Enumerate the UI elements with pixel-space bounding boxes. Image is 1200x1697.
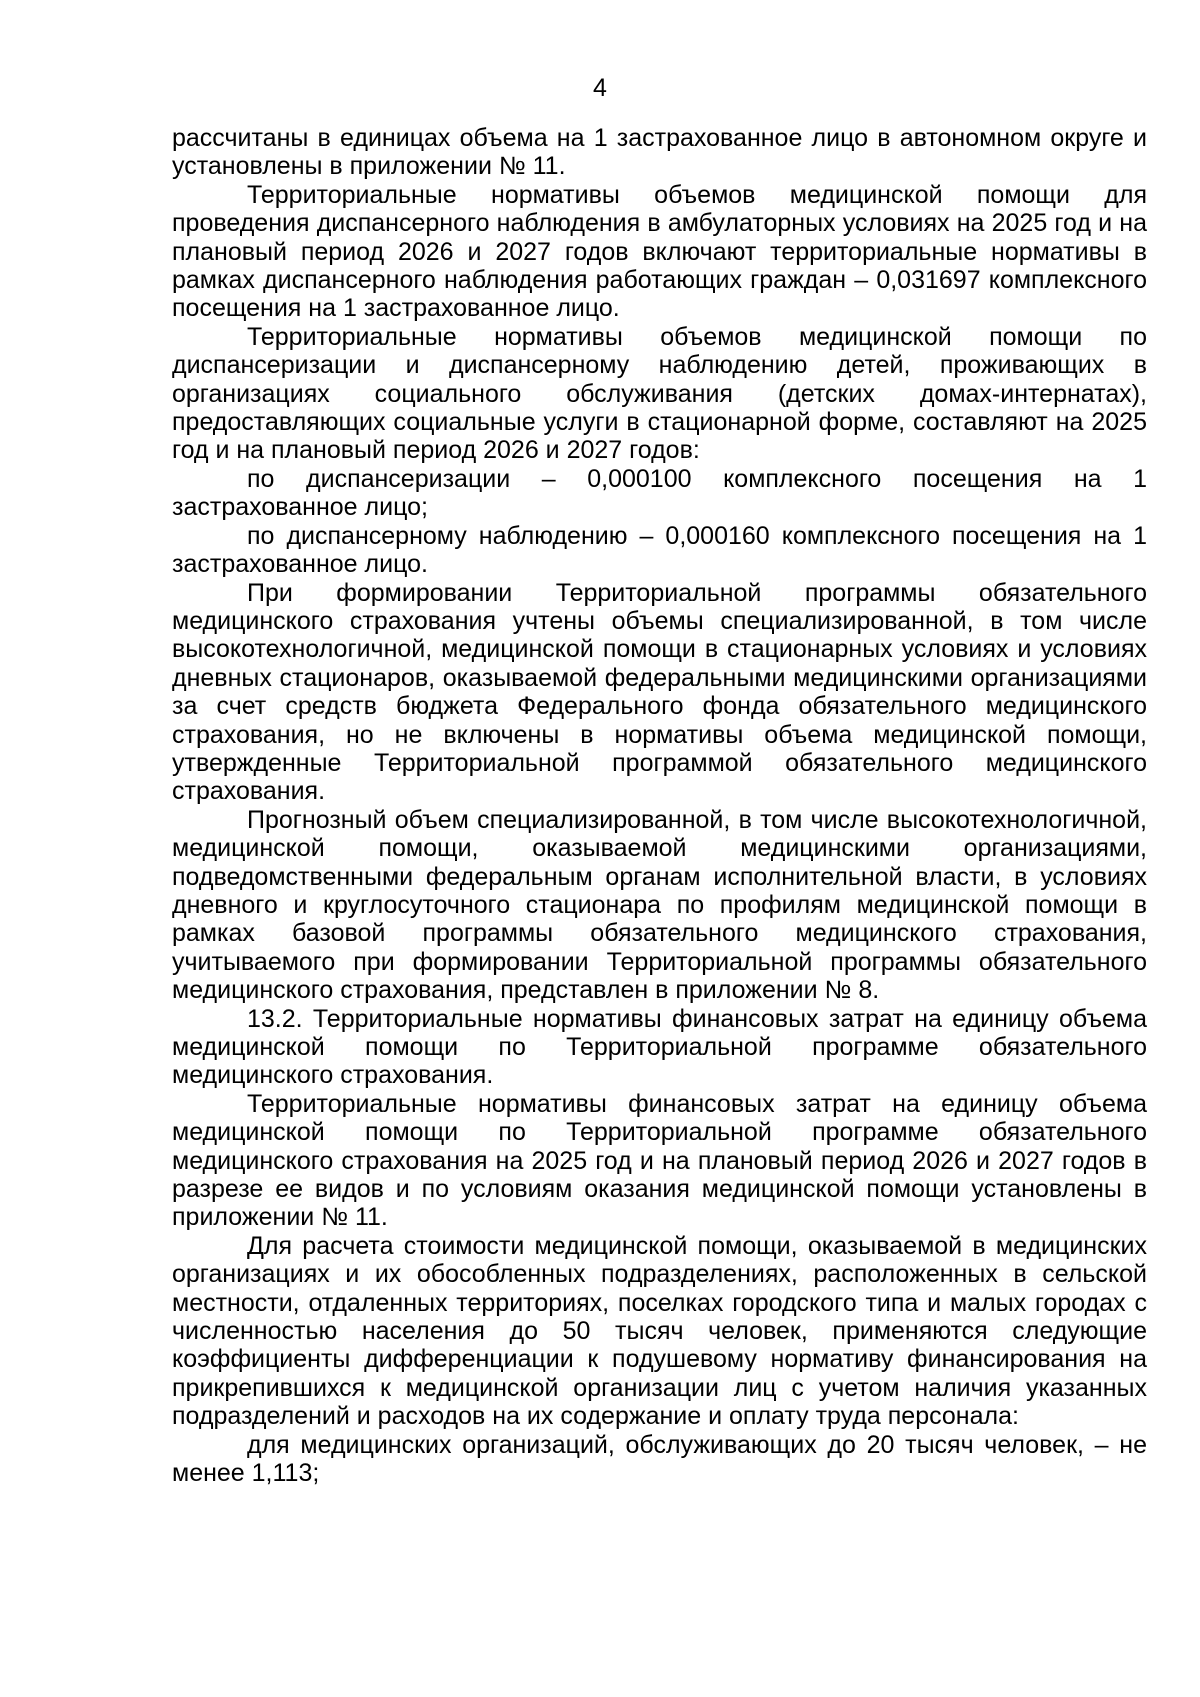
paragraph-children-social-institutions: Территориальные нормативы объемов медицинской помощи по диспансеризации и диспансерному наблюдению детей, проживающих в организациях социального обслуживания (детских домах-интернатах), предоставляющих социальные услуги в стационарной форме, составляют на 2025 год и на плановый период 2026 и 2027 годов:: [172, 322, 1147, 465]
paragraph-dispensary-observation-item: по диспансерному наблюдению – 0,000160 комплексного посещения на 1 застрахованное лицо.: [172, 521, 1147, 579]
paragraph-differentiation-coefficients: Для расчета стоимости медицинской помощи, оказываемой в медицинских организациях и их обособленных подразделениях, расположенных в сельской местности, отдаленных территориях, поселках городского типа и малых городах с численностью населения до 50 тысяч человек, применяются следующие коэффициенты дифференциации к подушевому нормативу финансирования на прикрепившихся к медицинской организации лиц с учетом наличия указанных подразделений и расходов на их содержание и оплату труда персонала:: [172, 1231, 1147, 1431]
paragraph-forecast-volume: Прогнозный объем специализированной, в том числе высокотехнологичной, медицинской помощи, оказываемой медицинскими организациями, подведомственными федеральным органам исполнительной власти, в условиях дневного и круглосуточного стационара по профилям медицинской помощи в рамках базовой программы обязательного медицинского страхования, учитываемого при формировании Территориальной программы обязательного медицинского страхования, представлен в приложении № 8.: [172, 805, 1147, 1005]
paragraph-dispensary-observation-norms: Территориальные нормативы объемов медицинской помощи для проведения диспансерного наблюдения в амбулаторных условиях на 2025 год и на плановый период 2026 и 2027 годов включают территориальные нормативы в рамках диспансерного наблюдения работающих граждан – 0,031697 комплексного посещения на 1 застрахованное лицо.: [172, 180, 1147, 323]
paragraph-continuation: рассчитаны в единицах объема на 1 застрахованное лицо в автономном округе и установлены в приложении № 11.: [172, 124, 1147, 181]
page-number: 4: [593, 74, 607, 102]
section-heading-13-2: 13.2. Территориальные нормативы финансовых затрат на единицу объема медицинской помощи по Территориальной программе обязательного медицинского страхования.: [172, 1004, 1147, 1090]
paragraph-federal-organizations-volumes: При формировании Территориальной программы обязательного медицинского страхования учтены объемы специализированной, в том числе высокотехнологичной, медицинской помощи в стационарных условиях и условиях дневных стационаров, оказываемой федеральными медицинскими организациями за счет средств бюджета Федерального фонда обязательного медицинского страхования, но не включены в нормативы объема медицинской помощи, утвержденные Территориальной программой обязательного медицинского страхования.: [172, 578, 1147, 806]
document-body: [172, 124, 1147, 1488]
paragraph-financial-cost-norms: Территориальные нормативы финансовых затрат на единицу объема медицинской помощи по Территориальной программе обязательного медицинского страхования на 2025 год и на плановый период 2026 и 2027 годов в разрезе ее видов и по условиям оказания медицинской помощи установлены в приложении № 11.: [172, 1089, 1147, 1232]
paragraph-dispensarization-item: по диспансеризации – 0,000100 комплексного посещения на 1 застрахованное лицо;: [172, 464, 1147, 522]
paragraph-coefficient-item: для медицинских организаций, обслуживающих до 20 тысяч человек, – не менее 1,113;: [172, 1430, 1147, 1488]
